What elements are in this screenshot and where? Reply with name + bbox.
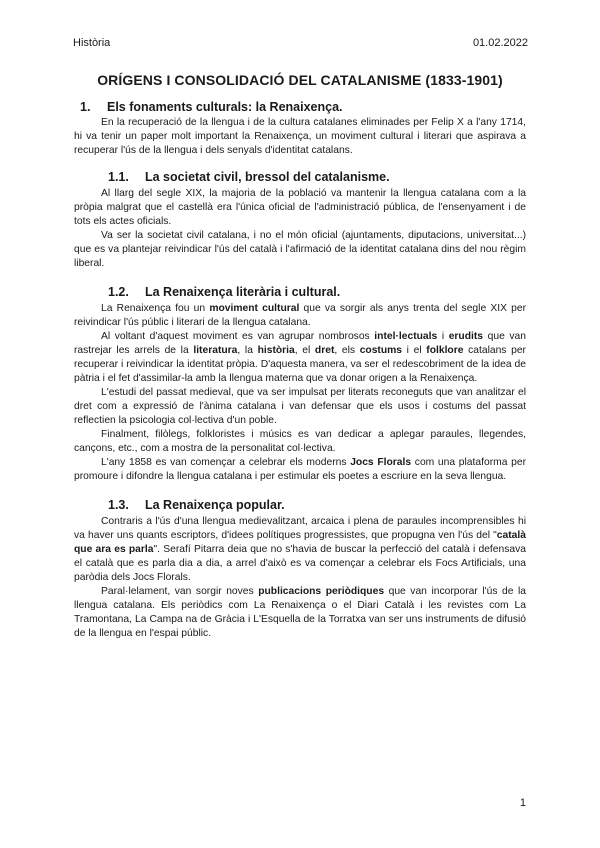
paragraph: Al llarg del segle XIX, la majoria de la població va mantenir la llengua catalana com a la pròpia malgrat que el castellà era l'única oficial de l'administració pública, de l'ensenyament i de tots els actes oficials.	[74, 188, 526, 227]
section-heading-1-2	[74, 285, 526, 299]
document-title: ORÍGENS I CONSOLIDACIÓ DEL CATALANISME (1833-1901)	[97, 72, 503, 88]
text-run: , el	[294, 345, 315, 356]
section-number: 1.3.	[108, 498, 129, 512]
text-run: L'any 1858 es van començar a celebrar els moderns	[101, 457, 351, 468]
section-title: La Renaixença popular.	[145, 498, 285, 512]
page-number: 1	[519, 797, 526, 809]
text-run: , els	[334, 345, 360, 356]
bold-term: català que ara es parla	[74, 530, 526, 555]
bold-term: folklore	[426, 345, 464, 356]
bold-term: dret	[314, 345, 335, 356]
section-number: 1.	[80, 100, 91, 114]
bold-term: costums	[359, 345, 403, 356]
section-title: Els fonaments culturals: la Renaixença.	[107, 100, 343, 114]
paragraph	[74, 515, 526, 585]
header-date: 01.02.2022	[472, 37, 528, 49]
bold-term: literatura	[193, 345, 238, 356]
paragraph	[74, 456, 526, 484]
bold-term: història	[257, 345, 295, 356]
text-run: La Renaixença fou un	[101, 303, 210, 314]
text-run: i el	[402, 345, 427, 356]
paragraph: L'estudi del passat medieval, que va ser impulsat per literats reconeguts que van analitzar el dret com a expressió de l'ànima catalana i van defensar que els usos i costums del passat reflectien la psicologia col·lectiva d'un poble.	[74, 387, 526, 426]
paragraph: En la recuperació de la llengua i de la cultura catalanes eliminades per Felip X a l'any 1714, hi va tenir un paper molt important la Renaixença, un moviment cultural i literari que aspirava a recuperar l'ús de la llengua i dels senyals d'identitat catalans.	[74, 117, 526, 156]
section-number: 1.2.	[108, 285, 129, 299]
paragraph	[74, 302, 526, 330]
text-run: i	[437, 331, 449, 342]
text-run: que van incorporar l'ús de la llengua catalana. Els periòdics com La Renaixença o el Diari Català i les revistes com La Tramontana, La Campa na de Gràcia i L'Esquella de la Torratxa van ser uns instruments de difusió de la llengua en l'espai públic.	[74, 586, 527, 639]
text-run: Contraris a l'ús d'una llengua medievalitzant, arcaica i plena de paraules incomprensibles hi va haver uns quants escriptors, d'idees polítiques progressistes, que propugna ven l'ús del "	[74, 516, 526, 541]
section-heading-1-3	[74, 498, 526, 512]
text-run: Paral·lelament, van sorgir noves	[101, 586, 259, 597]
bold-term: publicacions periòdiques	[258, 586, 385, 597]
section-title: La societat civil, bressol del catalanisme.	[145, 170, 390, 184]
bold-term: moviment cultural	[209, 303, 300, 314]
header-subject: Història	[73, 37, 111, 49]
bold-term: erudits	[448, 331, 484, 342]
text-run: , la	[237, 345, 258, 356]
text-run: catalans per recuperar i reivindicar la identitat pròpia. D'aquesta manera, va ser el redescobriment de la idea de pàtria i el fet d'assimilar-la amb la llengua materna que va donar origen a la Renaixença.	[74, 345, 526, 384]
bold-term: Jocs Florals	[350, 457, 412, 468]
paragraph	[74, 330, 526, 386]
paragraph: Va ser la societat civil catalana, i no el món oficial (ajuntaments, diputacions, universitat...) que es va plantejar reivindicar l'ús del català i l'afirmació de la identitat catalana dins del nou règim liberal.	[74, 230, 526, 269]
section-number: 1.1.	[108, 170, 129, 184]
bold-term: intel·lectuals	[374, 331, 438, 342]
text-run: que va sorgir als anys trenta del segle XIX per reivindicar l'ús públic i literari de la llengua catalana.	[74, 303, 527, 328]
text-run: com una plataforma per promoure i difondre la llengua catalana i per estimular els poetes a escriure en la seva llengua.	[74, 457, 527, 482]
paragraph: Finalment, filòlegs, folkloristes i músics es van dedicar a aplegar paraules, llegendes, cançons, etc., com a mostra de la personalitat col·lectiva.	[74, 429, 526, 454]
text-run: ". Serafí Pitarra deia que no s'havia de buscar la perfecció del català i defensava el català que es parla dia a dia, a arrel d'això es va començar a celebrar els Focs Artificials, una paròdia dels Jocs Florals.	[74, 544, 526, 583]
text-run: Al voltant d'aquest moviment es van agrupar nombrosos	[101, 331, 375, 342]
paragraph	[74, 585, 526, 641]
text-run: que van rastrejar les arrels de la	[74, 331, 526, 356]
section-title: La Renaixença literària i cultural.	[145, 285, 341, 299]
section-heading-1-1	[74, 170, 526, 184]
document-body	[74, 72, 526, 641]
section-heading-1	[74, 100, 526, 114]
